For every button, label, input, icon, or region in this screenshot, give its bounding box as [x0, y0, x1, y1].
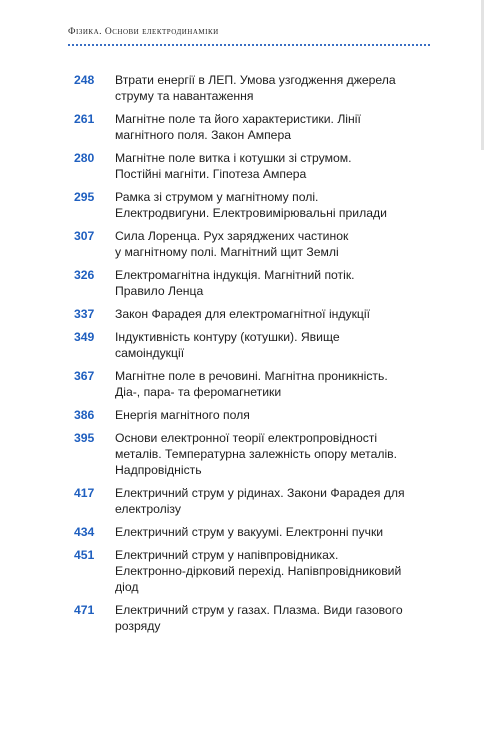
toc-title-line: Магнітне поле та його характеристики. Лінії: [115, 112, 361, 126]
toc-title-line: Сила Лоренца. Рух заряджених частинок: [115, 229, 349, 243]
toc-page-number: 326: [74, 268, 95, 282]
toc-entry[interactable]: [74, 329, 430, 361]
toc-page-number: 280: [74, 151, 95, 165]
toc-entry[interactable]: [74, 407, 430, 423]
toc-title-line: Правило Ленца: [115, 284, 204, 298]
toc-entry-title: [115, 228, 430, 260]
toc-title-line: Магнітне поле витка і котушки зі струмом.: [115, 151, 352, 165]
toc-entry[interactable]: [74, 368, 430, 400]
toc-title-line: Електричний струм у газах. Плазма. Види газового: [115, 603, 403, 617]
toc-title-line: Постійні магніти. Гіпотеза Ампера: [115, 167, 307, 181]
toc-entry[interactable]: [74, 111, 430, 143]
toc-entry-title: [115, 485, 430, 517]
toc-title-line: Магнітне поле в речовині. Магнітна проникність.: [115, 369, 388, 383]
toc-page-number: 248: [74, 73, 95, 87]
toc-page-number: 471: [74, 603, 95, 617]
toc-entry-title: [115, 524, 430, 540]
toc-entry-title: [115, 430, 430, 478]
toc-entry-title: [115, 368, 430, 400]
toc-page-number: 349: [74, 330, 95, 344]
toc-entry-title: [115, 602, 430, 634]
toc-title-line: Основи електронної теорії електропровідності: [115, 431, 378, 445]
toc-page-number: 295: [74, 190, 95, 204]
toc-title-line: Електричний струм у напівпровідниках.: [115, 548, 339, 562]
toc-title-line: Електронно-дірковий перехід. Напівпровідниковий: [115, 564, 402, 578]
toc-entry[interactable]: [74, 485, 430, 517]
toc-title-line: Закон Фарадея для електромагнітної індукції: [115, 307, 371, 321]
toc-title-line: діод: [115, 580, 139, 594]
header-dotted-rule: [68, 44, 430, 46]
toc-page-number: 434: [74, 525, 95, 539]
toc-title-line: Електричний струм у вакуумі. Електронні пучки: [115, 525, 384, 539]
toc-title-line: у магнітному полі. Магнітний щит Землі: [115, 245, 339, 259]
toc-title-line: Індуктивність контуру (котушки). Явище: [115, 330, 340, 344]
toc-title-line: Втрати енергії в ЛЕП. Умова узгодження джерела: [115, 73, 396, 87]
toc-page-number: 451: [74, 548, 95, 562]
toc-title-line: струму та навантаження: [115, 89, 254, 103]
toc-entry-title: [115, 306, 430, 322]
toc-title-line: металів. Температурна залежність опору металів.: [115, 447, 398, 461]
running-header: Фізика. Основи електродинаміки: [68, 27, 219, 37]
toc-title-line: Надпровідність: [115, 463, 202, 477]
toc-entry-title: [115, 407, 430, 423]
toc-entry-title: [115, 111, 430, 143]
toc-page-number: 417: [74, 486, 95, 500]
toc-title-line: Діа-, пара- та феромагнетики: [115, 385, 282, 399]
toc-title-line: Електродвигуни. Електровимірювальні прилади: [115, 206, 387, 220]
toc-entry[interactable]: [74, 72, 430, 104]
toc-title-line: Електромагнітна індукція. Магнітний потік.: [115, 268, 355, 282]
toc-title-line: розряду: [115, 619, 161, 633]
toc-entry[interactable]: [74, 430, 430, 478]
toc-title-line: самоіндукції: [115, 346, 185, 360]
toc-entry[interactable]: [74, 602, 430, 634]
toc-entry[interactable]: [74, 189, 430, 221]
toc-page-number: 337: [74, 307, 95, 321]
table-of-contents: [74, 72, 430, 634]
toc-entry[interactable]: [74, 267, 430, 299]
toc-page-number: 386: [74, 408, 95, 422]
toc-page-number: 261: [74, 112, 95, 126]
toc-entry-title: [115, 189, 430, 221]
toc-entry-title: [115, 329, 430, 361]
toc-entry-title: [115, 267, 430, 299]
toc-page-number: 395: [74, 431, 95, 445]
toc-entry[interactable]: [74, 547, 430, 595]
toc-page-number: 367: [74, 369, 95, 383]
toc-entry-title: [115, 547, 430, 595]
toc-entry[interactable]: [74, 524, 430, 540]
toc-title-line: Енергія магнітного поля: [115, 408, 250, 422]
toc-title-line: Рамка зі струмом у магнітному полі.: [115, 190, 319, 204]
toc-entry[interactable]: [74, 228, 430, 260]
toc-title-line: електролізу: [115, 502, 181, 516]
toc-entry[interactable]: [74, 150, 430, 182]
toc-entry-title: [115, 72, 430, 104]
toc-title-line: Електричний струм у рідинах. Закони Фарадея для: [115, 486, 405, 500]
toc-entry-title: [115, 150, 430, 182]
toc-page-number: 307: [74, 229, 95, 243]
toc-title-line: магнітного поля. Закон Ампера: [115, 128, 292, 142]
toc-entry[interactable]: [74, 306, 430, 322]
